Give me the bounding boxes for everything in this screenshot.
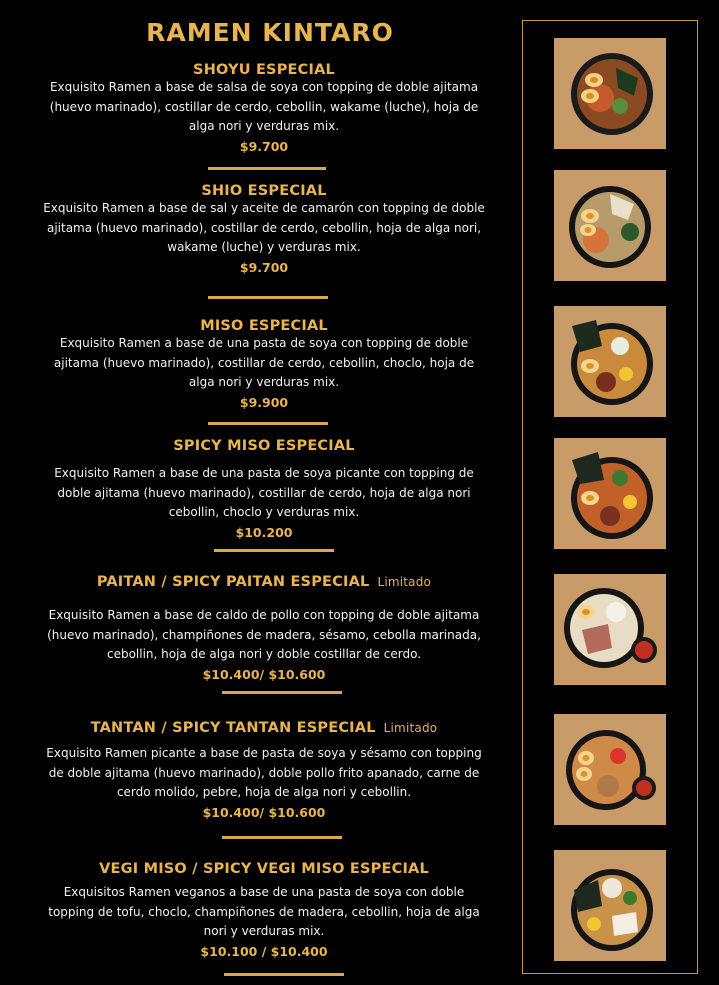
miso-ramen-photo — [554, 306, 666, 417]
item-desc-line: ajitama (huevo marinado), costillar de cerdo, cebollin, choclo, hoja de — [53, 355, 475, 370]
item-desc-line: Exquisito Ramen a base de caldo de pollo con topping de doble ajitama — [48, 608, 480, 622]
item-desc-line: nori y verduras mix. — [203, 924, 325, 938]
item-desc-line: Exquisito Ramen picante a base de pasta de soya y sésamo con topping — [46, 746, 482, 760]
menu-item-shio — [14, 183, 514, 278]
item-name: SPICY MISO ESPECIAL — [173, 438, 355, 454]
item-desc-line: wakame (luche) y verduras mix. — [167, 240, 361, 254]
item-name: PAITAN / SPICY PAITAN ESPECIAL — [96, 574, 370, 590]
item-desc-line: cerdo molido, pebre, hoja de alga nori y cebollin. — [116, 785, 412, 799]
item-desc-line: cebollin, choclo y verduras mix. — [168, 505, 360, 519]
item-price: $10.100 / $10.400 — [200, 943, 328, 959]
menu-item-tantan — [14, 720, 514, 823]
divider — [208, 422, 328, 425]
item-name-row — [14, 720, 514, 736]
paitan-ramen-photo — [554, 574, 666, 685]
item-name: MISO ESPECIAL — [200, 318, 328, 334]
item-desc-line: Exquisito Ramen a base de una pasta de soya con topping de doble — [59, 336, 469, 350]
limited-tag: Limitado — [383, 721, 438, 735]
item-name: TANTAN / SPICY TANTAN ESPECIAL — [90, 720, 376, 736]
item-name: VEGI MISO / SPICY VEGI MISO ESPECIAL — [99, 861, 429, 877]
menu-item-miso — [14, 318, 514, 413]
item-name: SHIO ESPECIAL — [201, 183, 327, 199]
item-desc-line: alga nori y verduras mix. — [188, 119, 340, 133]
item-price: $10.400/ $10.600 — [202, 666, 326, 682]
item-desc-line: Exquisito Ramen a base de salsa de soya con topping de doble ajitama — [49, 80, 479, 94]
menu-item-paitan — [14, 574, 514, 685]
tantan-ramen-photo — [554, 714, 666, 825]
shio-ramen-photo — [554, 170, 666, 281]
divider — [222, 836, 342, 839]
shoyu-ramen-photo — [554, 38, 666, 149]
item-desc-line: (huevo marinado), costillar de cerdo, cebollin, wakame (luche), hoja de — [49, 99, 479, 114]
menu-item-shoyu — [14, 62, 514, 157]
divider — [208, 167, 326, 170]
item-desc-line: de doble ajitama (huevo marinado), doble pollo frito apanado, carne de — [48, 765, 480, 780]
item-price: $10.200 — [235, 524, 293, 540]
menu-item-spicy-miso — [14, 438, 514, 543]
item-desc-line: alga nori y verduras mix. — [188, 375, 340, 389]
item-desc-line: doble ajitama (huevo marinado), costillar de cerdo, hoja de alga nori — [57, 485, 471, 500]
item-desc-line: Exquisitos Ramen veganos a base de una pasta de soya con doble — [63, 885, 465, 899]
divider — [208, 296, 328, 299]
divider — [214, 549, 334, 552]
restaurant-title: RAMEN KINTARO — [146, 18, 394, 47]
item-name: SHOYU ESPECIAL — [193, 62, 335, 78]
vegi-miso-ramen-photo — [554, 850, 666, 961]
item-desc-line: ajitama (huevo marinado), costillar de cerdo, cebollin, hoja de alga nori, — [46, 220, 482, 235]
divider — [222, 691, 342, 694]
item-price: $9.900 — [239, 394, 289, 410]
item-desc-line: Exquisito Ramen a base de una pasta de soya picante con topping de — [54, 466, 474, 480]
item-name-row — [14, 574, 514, 590]
item-desc-line: topping de tofu, choclo, champiñones de madera, cebollin, hoja de alga — [48, 904, 480, 919]
item-desc-line: (huevo marinado), champiñones de madera, sésamo, cebolla marinada, — [47, 627, 481, 642]
item-desc-line: Exquisito Ramen a base de sal y aceite de camarón con topping de doble — [43, 201, 485, 215]
item-price: $9.700 — [239, 259, 289, 275]
limited-tag: Limitado — [377, 575, 432, 589]
item-price: $9.700 — [239, 138, 289, 154]
spicy-miso-ramen-photo — [554, 438, 666, 549]
divider — [224, 973, 344, 976]
item-price: $10.400/ $10.600 — [202, 804, 326, 820]
item-desc-line: cebollin, hoja de alga nori y doble costillar de cerdo. — [106, 647, 422, 661]
menu-item-vegi-miso — [14, 861, 514, 962]
